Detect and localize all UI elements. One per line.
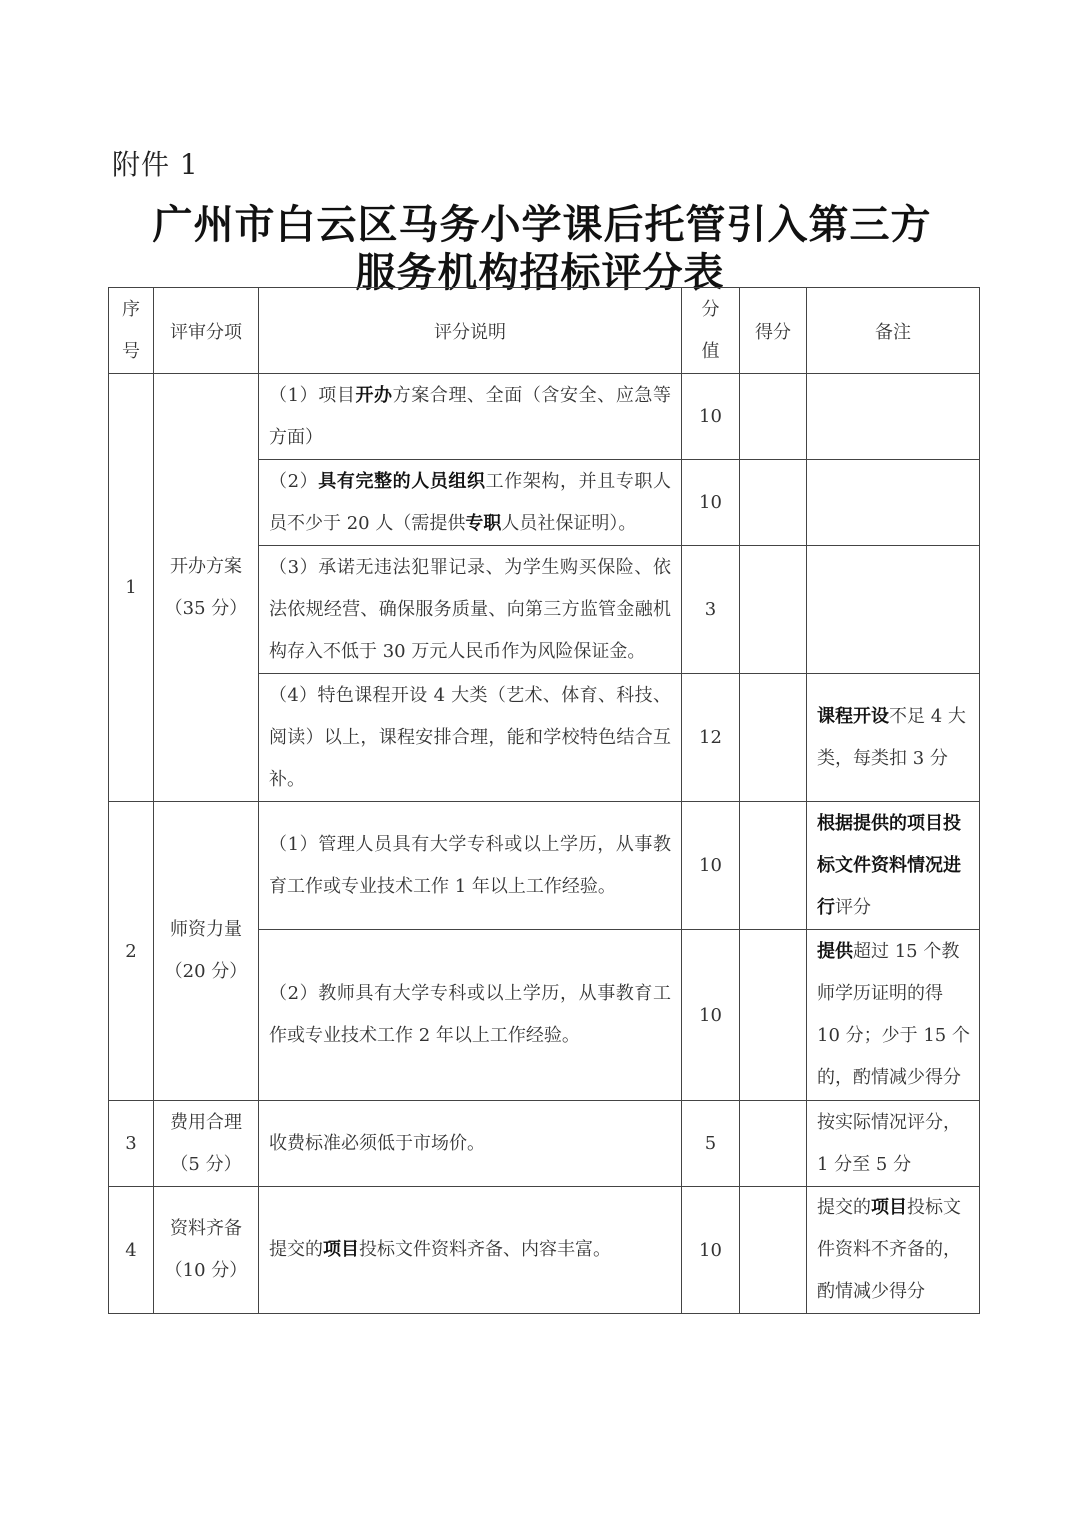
row-description: （2）教师具有大学专科或以上学历，从事教育工作或专业技术工作 2 年以上工作经验。 — [259, 930, 682, 1101]
document-title-line-2: 服务机构招标评分表 — [355, 250, 725, 296]
group-seq: 4 — [109, 1187, 154, 1314]
row-points: 10 — [682, 930, 740, 1101]
row-description: 提交的项目投标文件资料齐备、内容丰富。 — [259, 1187, 682, 1314]
row-score — [740, 802, 807, 930]
document-title-line-1: 广州市白云区马务小学课后托管引入第三方 — [152, 202, 932, 248]
row-score — [740, 930, 807, 1101]
row-remark: 提供超过 15 个教师学历证明的得 10 分；少于 15 个的，酌情减少得分 — [807, 930, 980, 1101]
row-remark — [807, 546, 980, 674]
header-remark: 备注 — [807, 288, 980, 374]
row-remark — [807, 374, 980, 460]
group-category: 开办方案 （35 分） — [154, 374, 259, 802]
scoring-table — [108, 287, 980, 1314]
header-seq: 序 号 — [109, 288, 154, 374]
group-seq: 3 — [109, 1101, 154, 1187]
row-score — [740, 674, 807, 802]
row-remark: 根据提供的项目投标文件资料情况进行评分 — [807, 802, 980, 930]
row-points: 10 — [682, 1187, 740, 1314]
table-row — [109, 1187, 980, 1314]
group-seq: 2 — [109, 802, 154, 1101]
row-points: 5 — [682, 1101, 740, 1187]
row-remark: 课程开设不足 4 大类，每类扣 3 分 — [807, 674, 980, 802]
table-row — [109, 1101, 980, 1187]
row-remark — [807, 460, 980, 546]
row-description: （2）具有完整的人员组织工作架构，并且专职人员不少于 20 人（需提供专职人员社保证明）。 — [259, 460, 682, 546]
row-score — [740, 374, 807, 460]
row-points: 10 — [682, 802, 740, 930]
row-description: 收费标准必须低于市场价。 — [259, 1101, 682, 1187]
attachment-label: 附件 1 — [112, 148, 199, 181]
row-points: 10 — [682, 460, 740, 546]
header-category: 评审分项 — [154, 288, 259, 374]
row-description: （1）项目开办方案合理、全面（含安全、应急等方面） — [259, 374, 682, 460]
table-row — [109, 802, 980, 930]
group-category: 资料齐备 （10 分） — [154, 1187, 259, 1314]
row-description: （4）特色课程开设 4 大类（艺术、体育、科技、阅读）以上，课程安排合理，能和学校特色结合互补。 — [259, 674, 682, 802]
group-category: 师资力量 （20 分） — [154, 802, 259, 1101]
row-remark: 提交的项目投标文件资料不齐备的，酌情减少得分 — [807, 1187, 980, 1314]
header-points: 分 值 — [682, 288, 740, 374]
row-description: （3）承诺无违法犯罪记录、为学生购买保险、依法依规经营、确保服务质量、向第三方监管金融机构存入不低于 30 万元人民币作为风险保证金。 — [259, 546, 682, 674]
row-score — [740, 546, 807, 674]
row-points: 10 — [682, 374, 740, 460]
row-score — [740, 1101, 807, 1187]
row-remark: 按实际情况评分，1 分至 5 分 — [807, 1101, 980, 1187]
header-row — [109, 288, 980, 374]
header-score: 得分 — [740, 288, 807, 374]
row-score — [740, 460, 807, 546]
row-points: 12 — [682, 674, 740, 802]
group-category: 费用合理 （5 分） — [154, 1101, 259, 1187]
table-row — [109, 374, 980, 460]
header-description: 评分说明 — [259, 288, 682, 374]
row-points: 3 — [682, 546, 740, 674]
row-description: （1）管理人员具有大学专科或以上学历，从事教育工作或专业技术工作 1 年以上工作经验。 — [259, 802, 682, 930]
row-score — [740, 1187, 807, 1314]
group-seq: 1 — [109, 374, 154, 802]
